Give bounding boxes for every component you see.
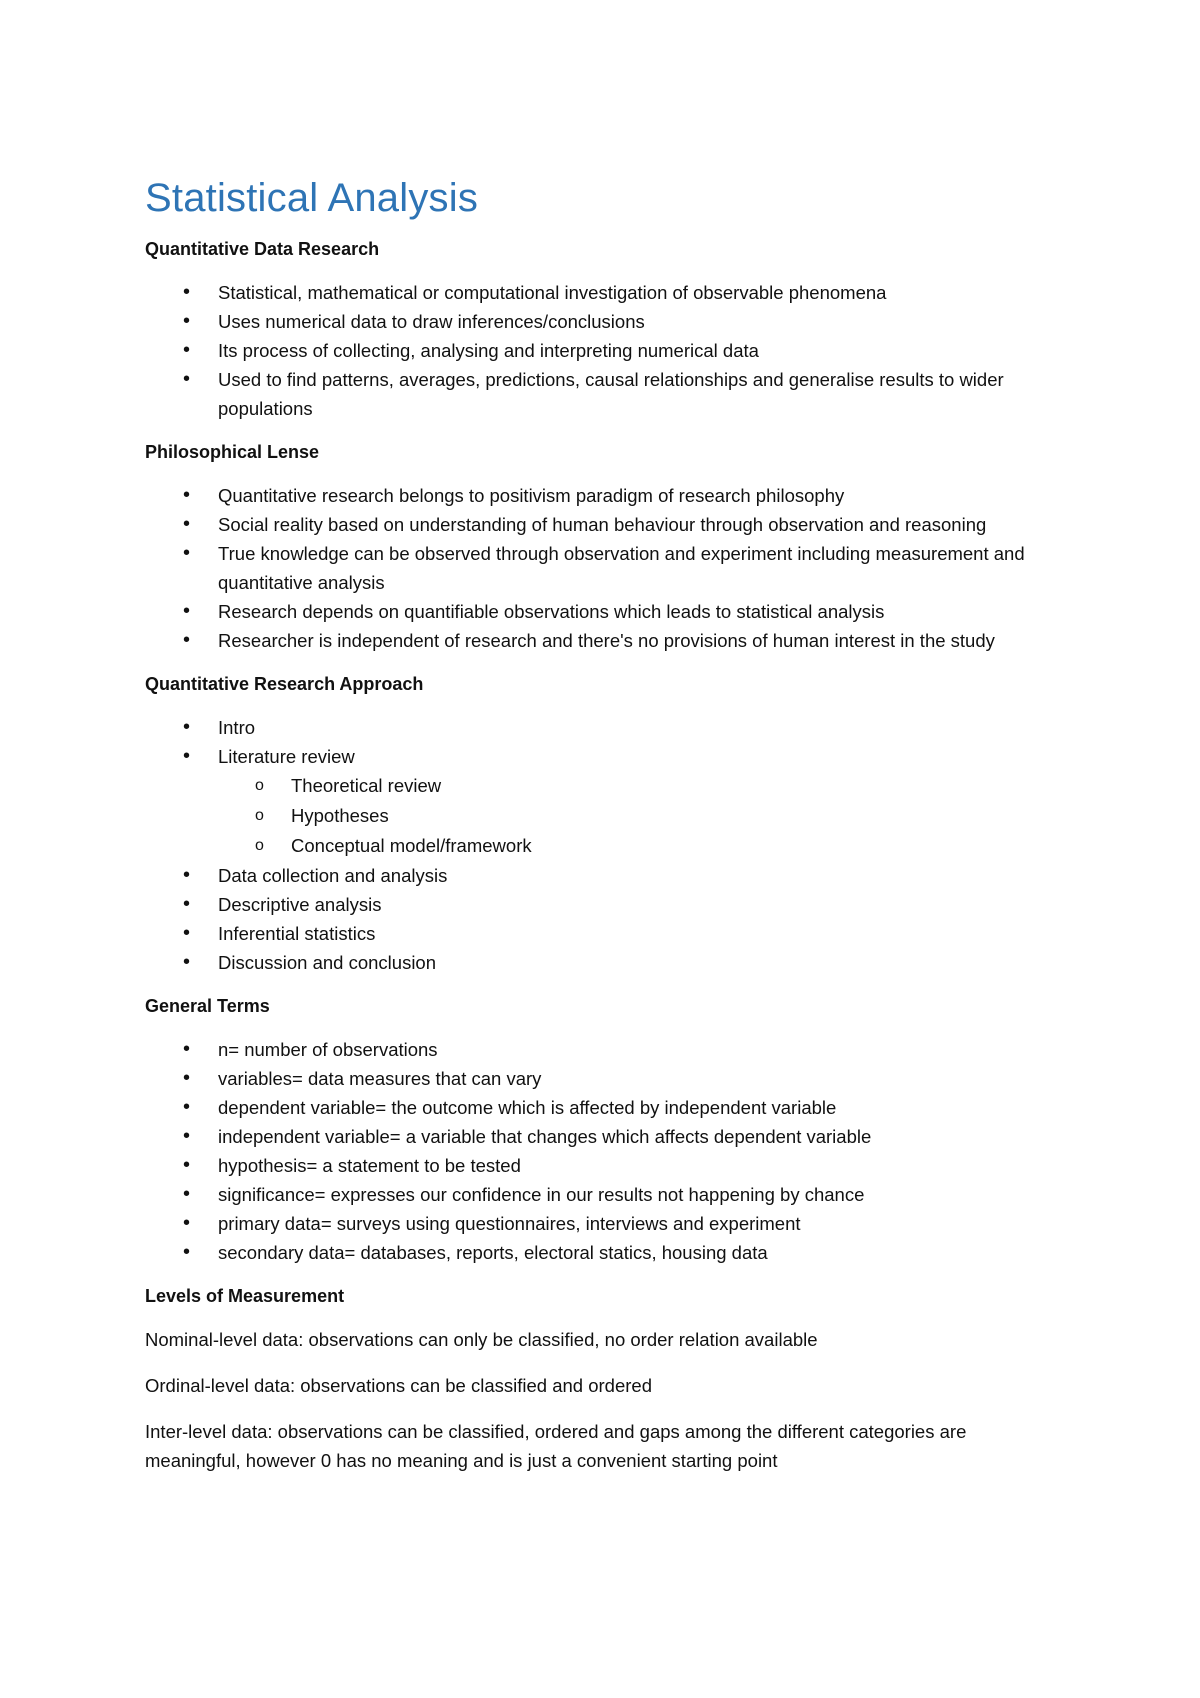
- bullet-list: [145, 713, 1065, 977]
- list-item: • Descriptive analysis: [145, 890, 1065, 919]
- section-heading: Philosophical Lense: [145, 442, 320, 462]
- list-item: • hypothesis= a statement to be tested: [145, 1151, 1065, 1180]
- list-item: • secondary data= databases, reports, electoral statics, housing data: [145, 1238, 1065, 1267]
- section-research-approach: [145, 673, 1065, 977]
- section-heading: General Terms: [145, 996, 270, 1016]
- list-item-label: Literature review: [218, 746, 355, 767]
- list-item: • Intro: [145, 713, 1065, 742]
- paragraph: Nominal-level data: observations can only be classified, no order relation available: [145, 1329, 818, 1350]
- section-philosophical-lense: [145, 441, 1065, 655]
- list-item: • True knowledge can be observed through observation and experiment including measurement and quantitative analysis: [145, 539, 1065, 597]
- list-item: • Discussion and conclusion: [145, 948, 1065, 977]
- section-quantitative-data-research: [145, 238, 1065, 423]
- list-item: • Used to find patterns, averages, predictions, causal relationships and generalise results to wider populations: [145, 365, 1065, 423]
- sub-list-item: o Hypotheses: [145, 801, 1065, 831]
- list-item: • independent variable= a variable that changes which affects dependent variable: [145, 1122, 1065, 1151]
- paragraph: Ordinal-level data: observations can be classified and ordered: [145, 1375, 652, 1396]
- document-content: [145, 172, 1065, 1493]
- bullet-list: [145, 278, 1065, 423]
- bullet-list: [145, 481, 1065, 655]
- sub-list-item: o Theoretical review: [145, 771, 1065, 801]
- section-heading: Quantitative Research Approach: [145, 674, 424, 694]
- section-heading: Levels of Measurement: [145, 1286, 345, 1306]
- list-item: • Research depends on quantifiable observations which leads to statistical analysis: [145, 597, 1065, 626]
- list-item: • Quantitative research belongs to positivism paradigm of research philosophy: [145, 481, 1065, 510]
- list-item: • Statistical, mathematical or computational investigation of observable phenomena: [145, 278, 1065, 307]
- section-general-terms: [145, 995, 1065, 1267]
- list-item: • n= number of observations: [145, 1035, 1065, 1064]
- bullet-list: [145, 1035, 1065, 1267]
- sub-list: [218, 771, 1065, 861]
- list-item: • Researcher is independent of research and there's no provisions of human interest in the study: [145, 626, 1065, 655]
- list-item: • Its process of collecting, analysing and interpreting numerical data: [145, 336, 1065, 365]
- page-title: Statistical Analysis: [145, 176, 479, 220]
- list-item: • Data collection and analysis: [145, 861, 1065, 890]
- list-item: • Social reality based on understanding of human behaviour through observation and reasoning: [145, 510, 1065, 539]
- list-item: • significance= expresses our confidence in our results not happening by chance: [145, 1180, 1065, 1209]
- list-item: [145, 742, 1065, 861]
- section-heading: Quantitative Data Research: [145, 239, 380, 259]
- sub-list-item: o Conceptual model/framework: [145, 831, 1065, 861]
- list-item: • dependent variable= the outcome which is affected by independent variable: [145, 1093, 1065, 1122]
- list-item: • Uses numerical data to draw inferences/conclusions: [145, 307, 1065, 336]
- list-item: • Inferential statistics: [145, 919, 1065, 948]
- section-levels-of-measurement: [145, 1285, 1065, 1475]
- list-item: • primary data= surveys using questionnaires, interviews and experiment: [145, 1209, 1065, 1238]
- paragraph: Inter-level data: observations can be classified, ordered and gaps among the different categories are meaningful, however 0 has no meaning and is just a convenient starting point: [145, 1421, 967, 1471]
- list-item: • variables= data measures that can vary: [145, 1064, 1065, 1093]
